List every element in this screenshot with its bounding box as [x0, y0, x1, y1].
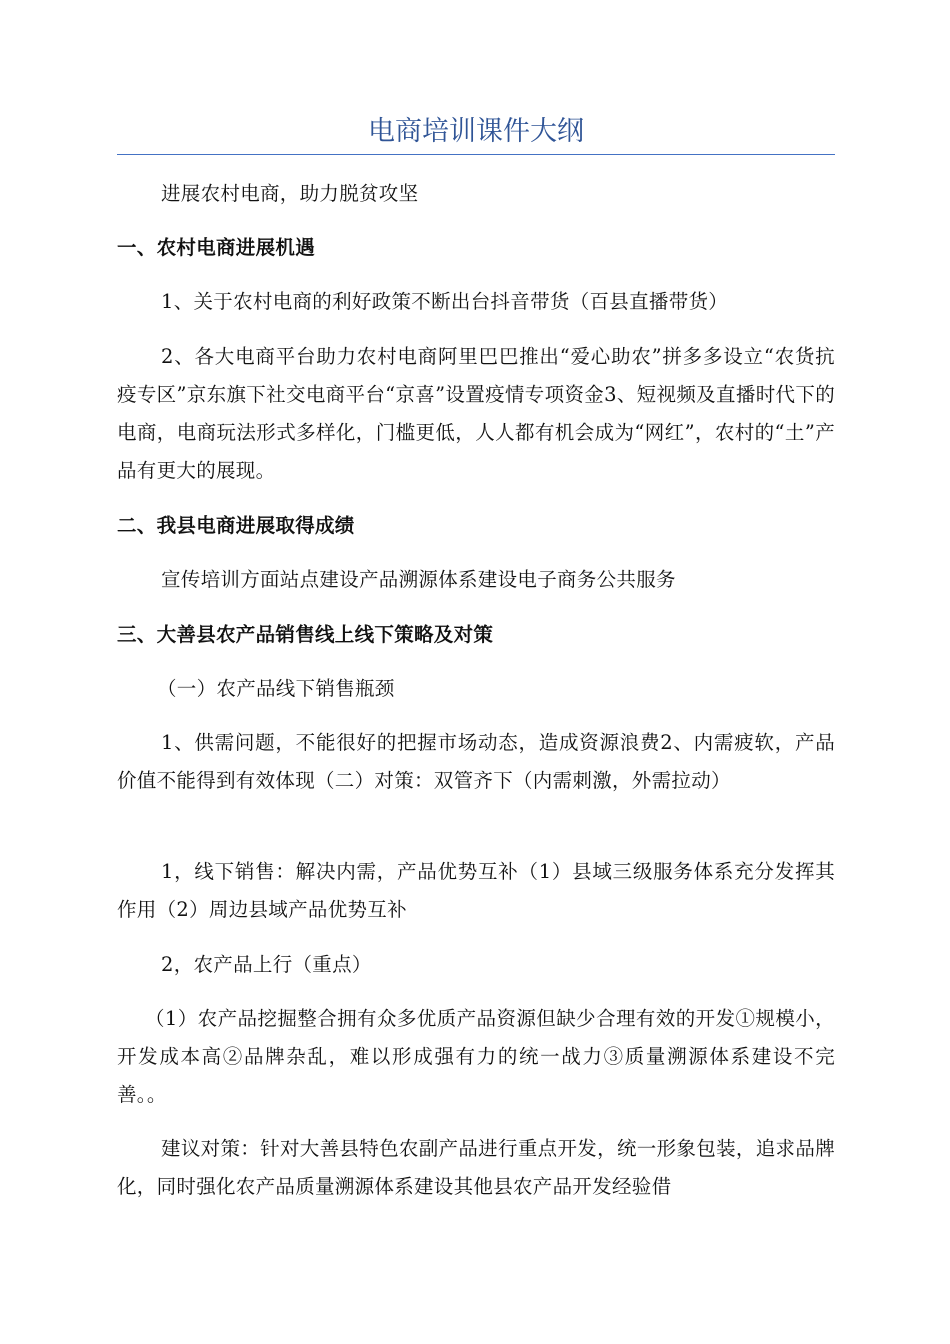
section-1-heading: 一、农村电商进展机遇 — [117, 236, 316, 259]
document-title: 电商培训课件大纲 — [368, 116, 584, 147]
document-subtitle: 进展农村电商，助力脱贫攻坚 — [161, 182, 419, 205]
section-3-paragraph-4: （1）农产品挖掘整合拥有众多优质产品资源但缺少合理有效的开发①规模小，开发成本高②品牌杂乱，难以形成强有力的统一战力③质量溯源体系建设不完善。。 — [117, 1007, 835, 1106]
section-3-heading: 三、大善县农产品销售线上线下策略及对策 — [117, 623, 494, 646]
section-3-paragraph-3: 2，农产品上行（重点） — [161, 953, 372, 976]
section-3-paragraph-5: 建议对策：针对大善县特色农副产品进行重点开发，统一形象包装，追求品牌化，同时强化农产品质量溯源体系建设其他县农产品开发经验借 — [117, 1137, 835, 1198]
section-1-paragraph-1: 1、关于农村电商的利好政策不断出台抖音带货（百县直播带货） — [161, 290, 729, 313]
section-3-subheading-1: （一）农产品线下销售瓶颈 — [157, 677, 395, 700]
title-underline — [117, 154, 835, 155]
section-3-paragraph-2: 1，线下销售：解决内需，产品优势互补（1）县域三级服务体系充分发挥其作用（2）周边县域产品优势互补 — [117, 860, 835, 921]
section-3-paragraph-1: 1、供需问题，不能很好的把握市场动态，造成资源浪费2、内需疲软，产品价值不能得到有效体现（二）对策：双管齐下（内需刺激，外需拉动） — [117, 731, 835, 792]
section-1-paragraph-2: 2、各大电商平台助力农村电商阿里巴巴推出“爱心助农”拼多多设立“农货抗疫专区”京东旗下社交电商平台“京喜”设置疫情专项资金3、短视频及直播时代下的电商，电商玩法形式多样化，门槛更低，人人都有机会成为“网红”，农村的“土”产品有更大的展现。 — [117, 345, 835, 482]
section-2-heading: 二、我县电商进展取得成绩 — [117, 514, 355, 537]
section-2-paragraph-1: 宣传培训方面站点建设产品溯源体系建设电子商务公共服务 — [161, 568, 676, 591]
